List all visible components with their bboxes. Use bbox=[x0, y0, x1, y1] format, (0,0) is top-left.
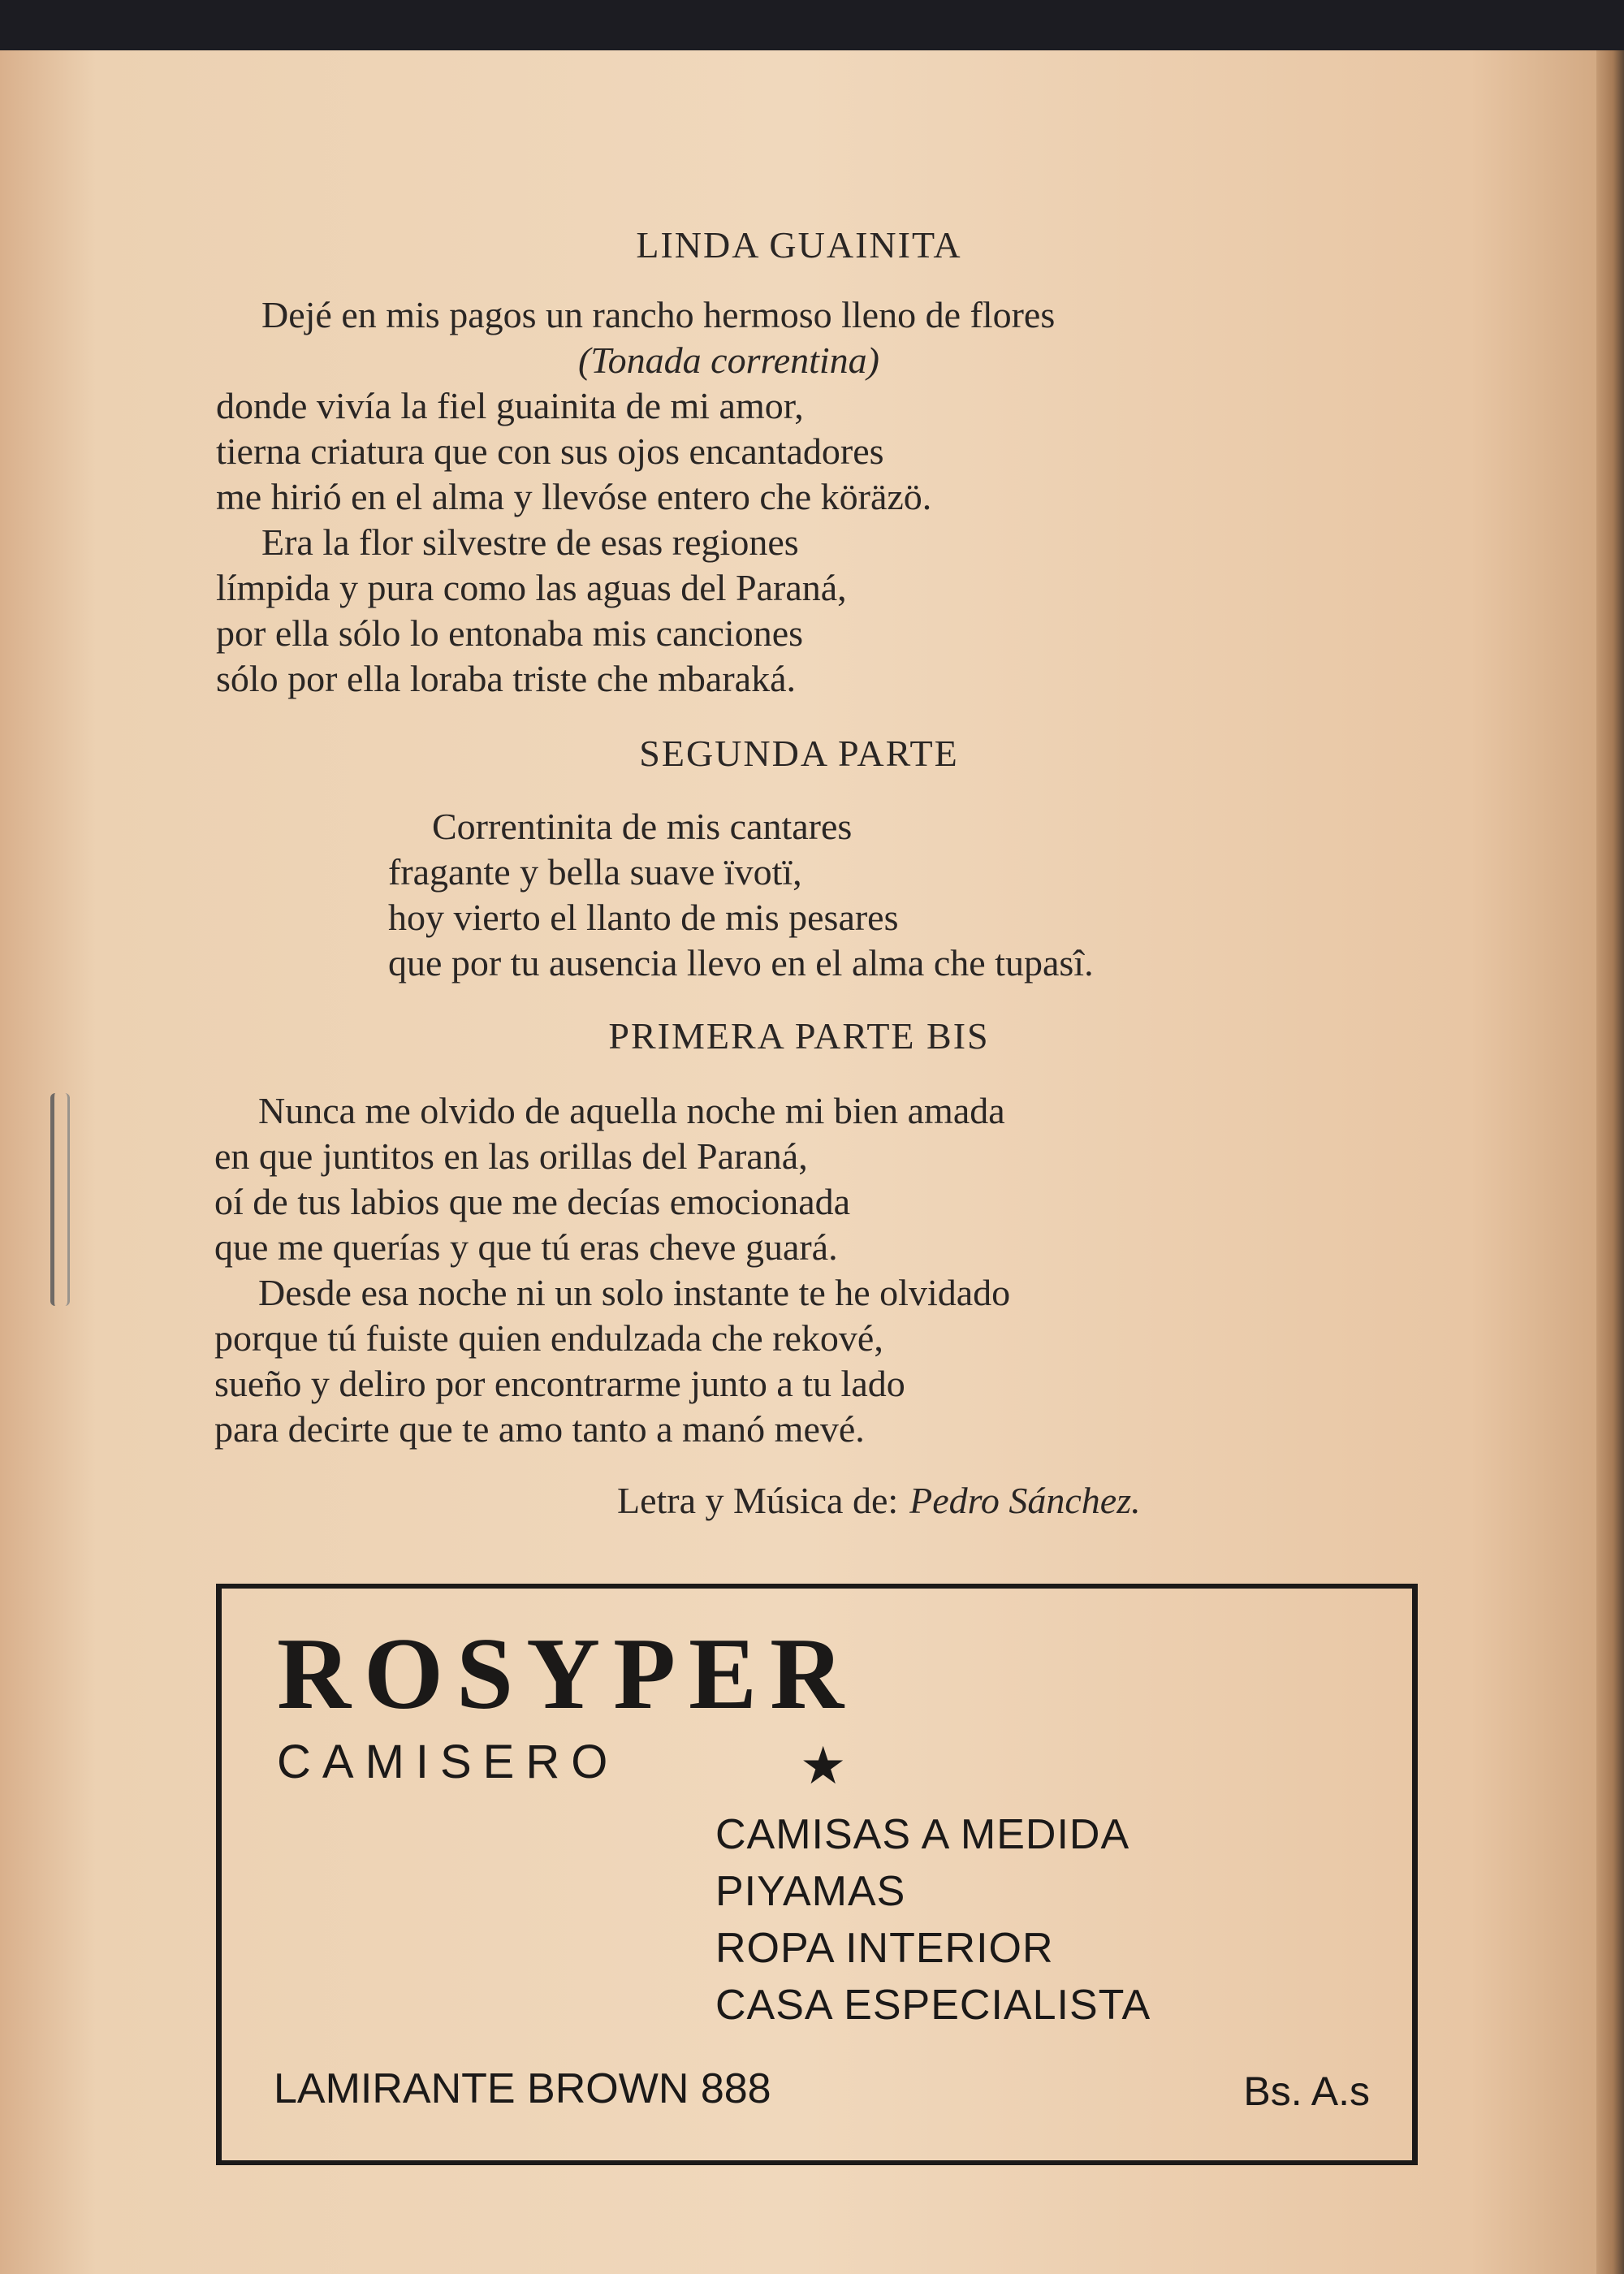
credit-name: Pedro Sánchez. bbox=[909, 1480, 1141, 1521]
lyric-line: tierna criatura que con sus ojos encantadores bbox=[216, 430, 884, 472]
ad-subtitle: CAMISERO bbox=[277, 1736, 620, 1788]
lyric-line: por ella sólo lo entonaba mis canciones bbox=[216, 612, 804, 654]
lyric-line: fragante y bella suave ïvotï, bbox=[388, 851, 802, 893]
lyric-line: hoy vierto el llanto de mis pesares bbox=[388, 897, 899, 938]
lyric-line: que me querías y que tú eras cheve guará. bbox=[214, 1226, 838, 1268]
lyric-line: donde vivía la fiel guainita de mi amor, bbox=[216, 385, 804, 426]
star-icon: ★ bbox=[800, 1736, 847, 1796]
lyric-line: para decirte que te amo tanto a manó mevé. bbox=[214, 1408, 865, 1450]
ad-services bbox=[715, 1806, 1151, 2034]
section-heading: PRIMERA PARTE BIS bbox=[608, 1015, 990, 1057]
song-credit bbox=[617, 1478, 1141, 1524]
advertisement-box bbox=[216, 1584, 1418, 2165]
lyric-line: Dejé en mis pagos un rancho hermoso lleno de flores bbox=[261, 294, 1056, 335]
book-page bbox=[0, 50, 1598, 2274]
lyric-line: sólo por ella loraba triste che mbaraká. bbox=[216, 658, 796, 699]
service-item: CAMISAS A MEDIDA bbox=[715, 1811, 1130, 1858]
staple bbox=[50, 1093, 70, 1306]
ad-brand: ROSYPER bbox=[277, 1618, 857, 1731]
lyric-line: oí de tus labios que me decías emocionada bbox=[214, 1181, 851, 1222]
lyric-line: porque tú fuiste quien endulzada che rekové, bbox=[214, 1317, 883, 1359]
lyric-line: que por tu ausencia llevo en el alma che tupasî. bbox=[388, 942, 1094, 984]
service-item: CASA ESPECIALISTA bbox=[715, 1982, 1151, 2029]
ad-address: LAMIRANTE BROWN 888 bbox=[274, 2065, 771, 2112]
lyric-line: límpida y pura como las aguas del Paraná, bbox=[216, 567, 847, 608]
lyric-line: Nunca me olvido de aquella noche mi bien amada bbox=[258, 1090, 1005, 1131]
song-title: LINDA GUAINITA bbox=[636, 224, 962, 266]
page-edge bbox=[1596, 50, 1624, 2274]
service-item: PIYAMAS bbox=[715, 1868, 906, 1915]
lyric-line: sueño y deliro por encontrarme junto a tu lado bbox=[214, 1363, 905, 1404]
section-heading: SEGUNDA PARTE bbox=[639, 733, 959, 774]
lyric-line: Correntinita de mis cantares bbox=[432, 806, 853, 847]
ad-city: Bs. A.s bbox=[1243, 2069, 1370, 2114]
lyric-line: en que juntitos en las orillas del Paraná, bbox=[214, 1135, 808, 1177]
genre-note: (Tonada correntina) bbox=[578, 339, 879, 381]
service-item: ROPA INTERIOR bbox=[715, 1925, 1054, 1972]
credit-label: Letra y Música de: bbox=[617, 1480, 899, 1521]
lyric-line: Desde esa noche ni un solo instante te he olvidado bbox=[258, 1272, 1011, 1313]
lyric-line: Era la flor silvestre de esas regiones bbox=[261, 521, 799, 563]
lyric-line: me hirió en el alma y llevóse entero che köräzö. bbox=[216, 476, 932, 517]
